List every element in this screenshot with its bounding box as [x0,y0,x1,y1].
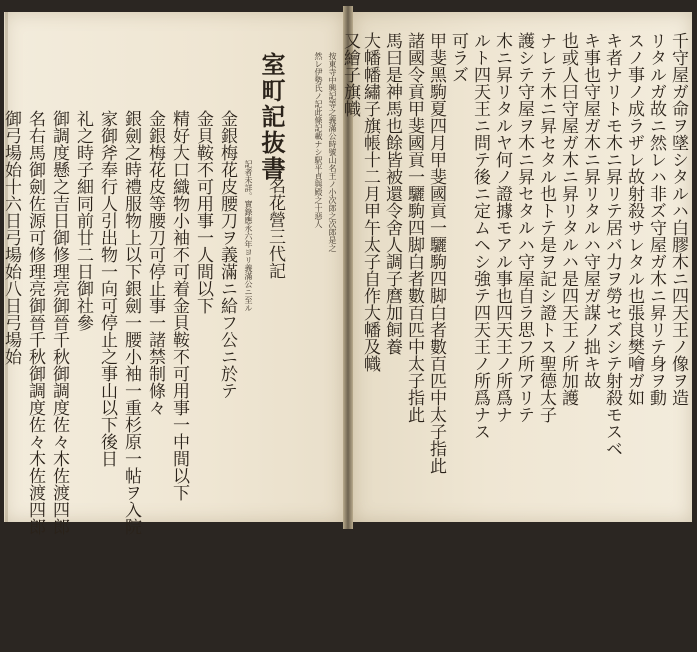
left-page-column-c6: 金銀梅花皮等腰刀可停止事一諸禁制條々 [145,110,165,416]
right-page-column-r4: キ者ナリトモ木ニ昇リテ居バ力ヲ勞セズシテ射殺モスベ [602,32,622,457]
left-page [1,12,343,535]
left-page-column-c11: 名右馬御劍佐源可修理亮御晉千秋御調度佐々木佐渡四郎 [25,110,45,535]
right-page-column-r8: 護シテ守屋ヲ木ニ昇セタルハ守屋自ラ思フ所アリテ [514,32,534,423]
left-page-column-note-top2: 然レ伊勢氏ノ記此條記載ナシ駅平貞與殿之十惡人 [314,52,323,228]
right-page-column-r12: 甲斐黑駒夏四月甲斐國貢一驪駒四脚白者數百匹中太子指此 [426,32,446,474]
left-page-column-c1: 一名花營三代記 [265,160,285,279]
right-page-column-r1: 千守屋ガ命ヲ墜シタルハ白膠木ニ四天王ノ像ヲ造 [668,32,688,406]
right-page [340,12,692,522]
right-page-column-r5: キ事也守屋ガ木ニ昇リタルハ守屋ガ謀ノ拙キ故 [580,32,600,389]
left-page-column-c3: 金銀梅花皮腰刀ヲ義滿ニ給フ公ニ於テ [217,110,237,399]
right-page-column-r9: 木ニ昇リタルヤ何ノ證據モアル事也四天王ノ所爲ナ [492,32,512,423]
left-page-column-c4: 金貝鞍不可用事一人間以下 [193,110,213,314]
left-page-column-c12: 御弓場始十六日弓場始八日弓場始 [1,110,21,365]
left-page-column-c5: 精好大口織物小袖不可着金貝鞍不可用事一中間以下 [169,110,189,501]
left-page-column-title: 室町記抜書 [257,52,286,182]
right-page-column-r6: 也或人曰守屋ガ木ニ昇リタルハ是四天王ノ所加護 [558,32,578,406]
right-page-column-r14: 馬曰是神馬也餘皆被還令舍人調子麿加飼養 [382,32,402,355]
right-page-column-r13: 諸國令貢甲斐國貢一驪駒四脚白者數百匹中太子指此 [404,32,424,423]
left-page-column-c10: 御調度懸之吉日御修理亮御晉千秋御調度佐々木佐渡四郎 [49,110,69,535]
left-page-column-c9: 礼之時子細同前廿二日御社參 [73,110,93,331]
left-page-column-c2: 記者未詳。實錄應永六年ヨリ義滿公ニ至ル [244,160,253,312]
right-page-column-r10: ルト四天王ニ問テ後ニ定ムヘシ強テ四天王ノ所爲ナス [470,32,490,440]
right-page-column-r2: リタルガ故ニ然レハ非ズ守屋ガ木ニ昇リテ身ヲ動 [646,32,666,406]
left-page-column-note-top: 按東寺中興記等之義滿公時號山名王ノ小次郎之次郎是之 [328,52,337,252]
left-page-column-c8: 家御斧奉行人引出物一向可停止之事山以下後日 [97,110,117,467]
right-page-column-r7: ナレテ木ニ昇セタル也トテ是ヲ記シ證トス聖德太子 [536,32,556,423]
right-page-column-r15: 大幡幡繡子旗帳十二月甲午太子自作大幡及幟 [360,32,380,372]
right-page-column-r3: スノ事ノ成ラザレ故射殺サレタル也張良樊噲ガ如 [624,32,644,406]
right-page-column-r11: 可ラズ [448,32,468,83]
right-page-column-r16: 又繪子旗幟 [340,32,360,117]
left-page-column-c7: 銀劍之時禮服物上以下銀劍一腰小袖一重杉原一帖ヲ入院 [121,110,141,535]
